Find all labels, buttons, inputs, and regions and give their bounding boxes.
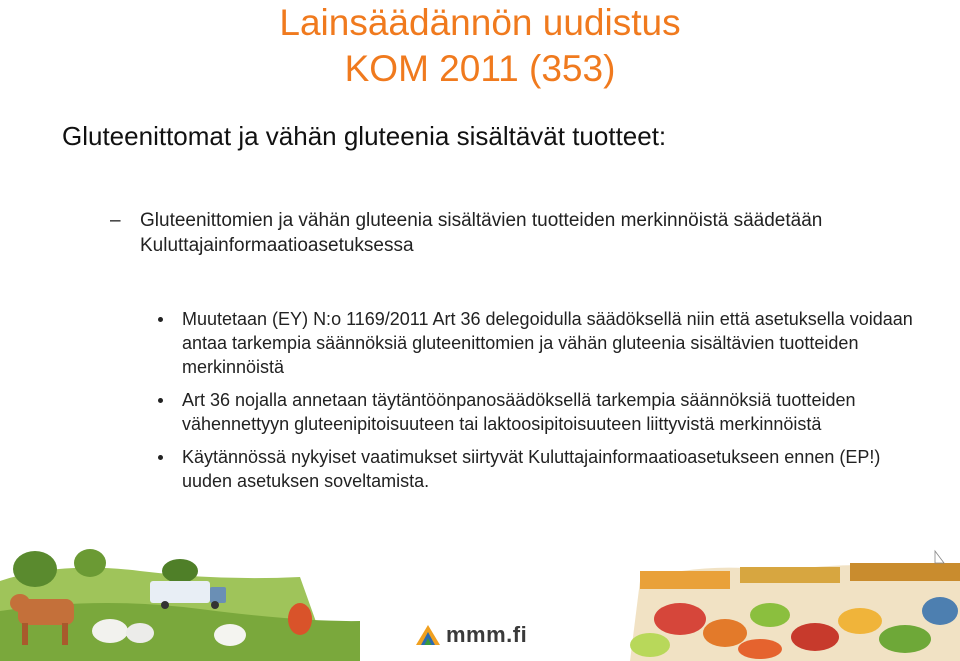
bullet-dot <box>158 398 163 403</box>
slide-subtitle: Gluteenittomat ja vähän gluteenia sisältävät tuotteet: <box>62 121 667 151</box>
mmm-logo-icon <box>416 625 440 645</box>
bullet-dot <box>158 317 163 322</box>
bullet-text: Art 36 nojalla annetaan täytäntöönpanosäädöksellä tarkempia säännöksiä tuotteiden vähennettyyn gluteenipitoisuuteen tai laktoosipitoisuuteen liittyvistä merkinnöistä <box>182 390 856 434</box>
bullet-list <box>158 307 918 502</box>
dash-item <box>110 208 910 258</box>
bullet-text: Muutetaan (EY) N:o 1169/2011 Art 36 delegoidulla säädöksellä niin että asetuksella voidaan antaa tarkempia säännöksiä gluteenittomien ja vähän gluteenia sisältävien tuotteiden merkinnöistä <box>182 309 913 377</box>
slide-title-line2: KOM 2011 (353) <box>344 48 616 89</box>
mmm-logo-text: mmm.fi <box>446 622 528 647</box>
slide-title <box>0 0 960 92</box>
dash-marker: – <box>110 210 121 231</box>
mmm-logo <box>416 622 527 648</box>
bullet-item <box>158 307 918 379</box>
dash-item-text: Gluteenittomien ja vähän gluteenia sisältävien tuotteiden merkinnöistä säädetään Kuluttajainformaatioasetuksessa <box>140 210 823 256</box>
slide-title-line1: Lainsäädännön uudistus <box>279 2 681 43</box>
bullet-dot <box>158 455 163 460</box>
bullet-item <box>158 388 918 436</box>
bullet-text: Käytännössä nykyiset vaatimukset siirtyvät Kuluttajainformaatioasetukseen ennen (EP!) uuden asetuksen soveltamista. <box>182 447 881 491</box>
bullet-item <box>158 445 918 493</box>
